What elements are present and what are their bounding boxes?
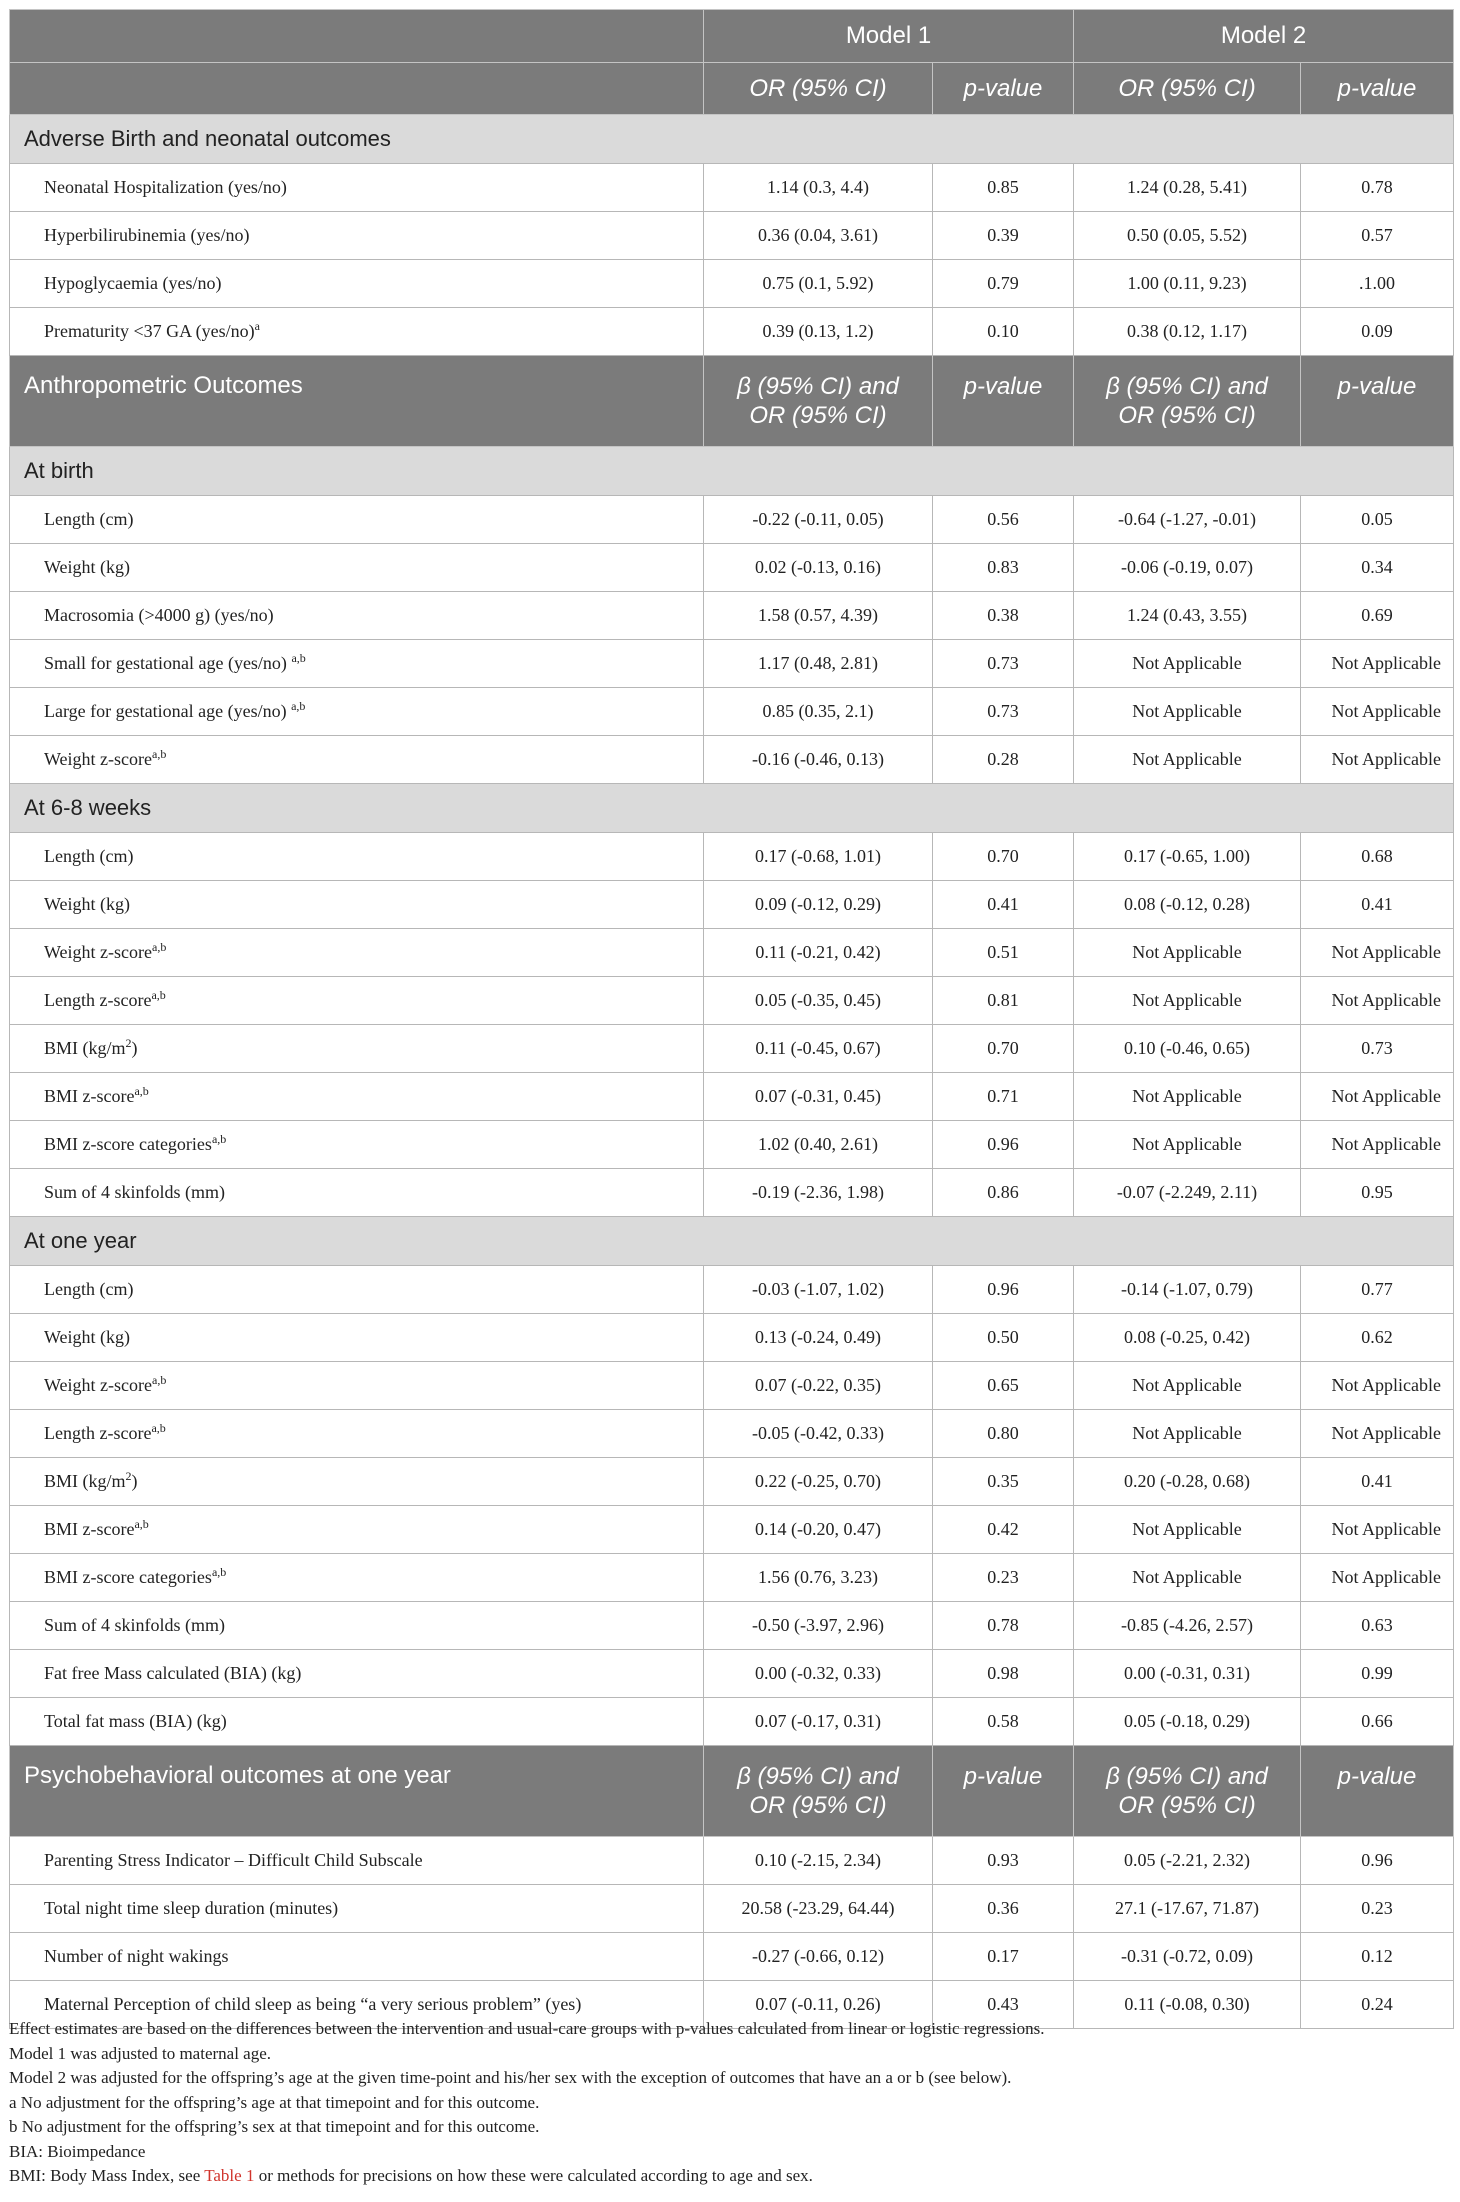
cell-m2-est: 0.08 (-0.25, 0.42)	[1074, 1314, 1301, 1362]
footnote-effect-estimates: Effect estimates are based on the differences between the intervention and usual-care groups with p-values calculated from linear or logistic regressions.	[9, 2019, 1045, 2038]
cell-m1-est: 20.58 (-23.29, 64.44)	[704, 1885, 933, 1933]
header-row-models	[10, 10, 1454, 63]
cell-m1-est: -0.50 (-3.97, 2.96)	[704, 1602, 933, 1650]
cell-m1-p: 0.81	[933, 977, 1074, 1025]
row-label-text: Sum of 4 skinfolds (mm)	[44, 1615, 226, 1635]
row-label-superscript: a,b	[152, 940, 167, 954]
cell-m2-est: -0.14 (-1.07, 0.79)	[1074, 1266, 1301, 1314]
estimate-line-2: OR (95% CI)	[1118, 402, 1256, 429]
cell-m2-p: 0.77	[1301, 1266, 1454, 1314]
table-row	[10, 1073, 1454, 1121]
row-label-superscript: a,b	[152, 747, 167, 761]
table-row	[10, 736, 1454, 784]
header-m1-p: p-value	[933, 1746, 1074, 1837]
cell-m1-est: 0.17 (-0.68, 1.01)	[704, 833, 933, 881]
row-label-text: Length z-score	[44, 990, 152, 1010]
row-label-text: Maternal Perception of child sleep as being “a very serious problem” (yes)	[44, 1994, 582, 2014]
row-label-superscript: a	[254, 319, 260, 333]
cell-m2-p: Not Applicable	[1301, 977, 1454, 1025]
row-label-text: Sum of 4 skinfolds (mm)	[44, 1182, 226, 1202]
row-label	[10, 1314, 704, 1362]
cell-m2-est: 0.10 (-0.46, 0.65)	[1074, 1025, 1301, 1073]
table-row	[10, 1506, 1454, 1554]
row-label-superscript: a,b	[211, 1565, 227, 1579]
results-table-container	[9, 9, 1453, 2029]
cell-m1-p: 0.58	[933, 1698, 1074, 1746]
cell-m2-p: Not Applicable	[1301, 1121, 1454, 1169]
cell-m1-p: 0.98	[933, 1650, 1074, 1698]
header-model2: Model 2	[1074, 10, 1454, 63]
row-label-superscript: a,b	[134, 1517, 149, 1531]
cell-m2-est: 0.08 (-0.12, 0.28)	[1074, 881, 1301, 929]
row-label	[10, 496, 704, 544]
row-label	[10, 1837, 704, 1885]
cell-m2-est: 0.00 (-0.31, 0.31)	[1074, 1650, 1301, 1698]
row-label-text: Weight z-score	[44, 942, 152, 962]
row-label-text: Length (cm)	[44, 509, 134, 529]
cell-m2-p: Not Applicable	[1301, 688, 1454, 736]
section-row-adverse	[10, 115, 1454, 164]
cell-m1-p: 0.96	[933, 1121, 1074, 1169]
row-label-text: BMI (kg/m	[44, 1471, 126, 1491]
cell-m1-p: 0.10	[933, 308, 1074, 356]
row-label-text: Weight (kg)	[44, 894, 131, 914]
table-row	[10, 833, 1454, 881]
row-label-text: Parenting Stress Indicator – Difficult Child Subscale	[44, 1850, 423, 1870]
row-label	[10, 1073, 704, 1121]
cell-m2-p: Not Applicable	[1301, 929, 1454, 977]
cell-m2-est: 1.24 (0.28, 5.41)	[1074, 164, 1301, 212]
cell-m2-est: 0.38 (0.12, 1.17)	[1074, 308, 1301, 356]
cell-m1-est: 0.07 (-0.17, 0.31)	[704, 1698, 933, 1746]
row-label-text: Total fat mass (BIA) (kg)	[44, 1711, 227, 1731]
cell-m1-p: 0.71	[933, 1073, 1074, 1121]
section-title: At birth	[10, 447, 1454, 496]
cell-m2-p: 0.73	[1301, 1025, 1454, 1073]
cell-m2-est: Not Applicable	[1074, 1410, 1301, 1458]
cell-m2-est: 0.05 (-2.21, 2.32)	[1074, 1837, 1301, 1885]
row-label-text: Length (cm)	[44, 846, 134, 866]
table-row	[10, 1885, 1454, 1933]
table-row	[10, 1266, 1454, 1314]
cell-m1-est: 1.56 (0.76, 3.23)	[704, 1554, 933, 1602]
section-title: Adverse Birth and neonatal outcomes	[10, 115, 1454, 164]
cell-m2-p: 0.68	[1301, 833, 1454, 881]
row-label	[10, 164, 704, 212]
cell-m2-est: 0.20 (-0.28, 0.68)	[1074, 1458, 1301, 1506]
table-row	[10, 929, 1454, 977]
footnote-bia: BIA: Bioimpedance	[9, 2141, 146, 2161]
cell-m1-p: 0.65	[933, 1362, 1074, 1410]
cell-m2-est: 1.00 (0.11, 9.23)	[1074, 260, 1301, 308]
cell-m2-est: 0.17 (-0.65, 1.00)	[1074, 833, 1301, 881]
row-label	[10, 1410, 704, 1458]
cell-m1-p: 0.78	[933, 1602, 1074, 1650]
section-title: Psychobehavioral outcomes at one year	[10, 1746, 704, 1837]
table-row	[10, 640, 1454, 688]
row-label-text: Number of night wakings	[44, 1946, 229, 1966]
row-label	[10, 544, 704, 592]
estimate-line-1: β (95% CI) and	[737, 1763, 899, 1790]
row-label	[10, 1885, 704, 1933]
cell-m2-est: -0.06 (-0.19, 0.07)	[1074, 544, 1301, 592]
cell-m2-p: 0.12	[1301, 1933, 1454, 1981]
row-label	[10, 1458, 704, 1506]
row-label-superscript: a,b	[211, 1132, 227, 1146]
cell-m2-p: 0.24	[1301, 1981, 1454, 2029]
row-label-text: Macrosomia (>4000 g) (yes/no)	[44, 605, 274, 625]
table-row	[10, 688, 1454, 736]
cell-m1-p: 0.93	[933, 1837, 1074, 1885]
row-label-text: Weight (kg)	[44, 1327, 131, 1347]
cell-m1-p: 0.73	[933, 640, 1074, 688]
table-row	[10, 544, 1454, 592]
cell-m2-est: Not Applicable	[1074, 1506, 1301, 1554]
cell-m1-est: 0.11 (-0.45, 0.67)	[704, 1025, 933, 1073]
row-label	[10, 929, 704, 977]
cell-m1-p: 0.79	[933, 260, 1074, 308]
cell-m1-p: 0.83	[933, 544, 1074, 592]
estimate-line-2: OR (95% CI)	[749, 402, 887, 429]
cell-m2-p: Not Applicable	[1301, 1506, 1454, 1554]
cell-m2-p: 0.62	[1301, 1314, 1454, 1362]
row-label	[10, 833, 704, 881]
cell-m1-est: 0.05 (-0.35, 0.45)	[704, 977, 933, 1025]
cell-m1-p: 0.96	[933, 1266, 1074, 1314]
estimate-line-2: OR (95% CI)	[749, 1792, 887, 1819]
row-label-suffix: )	[131, 1038, 138, 1058]
cell-m1-est: 0.14 (-0.20, 0.47)	[704, 1506, 933, 1554]
header-m2-or: OR (95% CI)	[1074, 63, 1301, 115]
footnote-model2: Model 2 was adjusted for the offspring’s age at the given time-point and his/her sex with the exception of outcomes that have an a or b (see below).	[9, 2068, 1012, 2087]
header-m2-p: p-value	[1301, 356, 1454, 447]
cell-m2-p: 0.78	[1301, 164, 1454, 212]
table-row	[10, 1602, 1454, 1650]
cell-m2-p: Not Applicable	[1301, 1362, 1454, 1410]
header-m1-p: p-value	[933, 63, 1074, 115]
table-row	[10, 1410, 1454, 1458]
header-m1-estimate	[704, 1746, 933, 1837]
row-label-text: Weight z-score	[44, 749, 152, 769]
cell-m1-est: 0.10 (-2.15, 2.34)	[704, 1837, 933, 1885]
cell-m1-p: 0.38	[933, 592, 1074, 640]
cell-m2-est: 1.24 (0.43, 3.55)	[1074, 592, 1301, 640]
cell-m2-est: 27.1 (-17.67, 71.87)	[1074, 1885, 1301, 1933]
cell-m1-est: -0.16 (-0.46, 0.13)	[704, 736, 933, 784]
cell-m1-est: 1.58 (0.57, 4.39)	[704, 592, 933, 640]
section-title: At 6-8 weeks	[10, 784, 1454, 833]
section-row-weeks	[10, 784, 1454, 833]
row-label	[10, 881, 704, 929]
cell-m2-p: 0.57	[1301, 212, 1454, 260]
section-header-psycho	[10, 1746, 1454, 1837]
row-label	[10, 212, 704, 260]
cell-m1-p: 0.43	[933, 1981, 1074, 2029]
table-row	[10, 977, 1454, 1025]
footnote-bmi: BMI: Body Mass Index, see Table 1 or methods for precisions on how these were calculated according to age and sex.	[9, 2166, 813, 2185]
row-label-text: Length (cm)	[44, 1279, 134, 1299]
table-row	[10, 164, 1454, 212]
cell-m2-p: 0.66	[1301, 1698, 1454, 1746]
cell-m1-est: -0.22 (-0.11, 0.05)	[704, 496, 933, 544]
row-label	[10, 688, 704, 736]
section-row-birth	[10, 447, 1454, 496]
cell-m2-p: Not Applicable	[1301, 736, 1454, 784]
cell-m2-p: 0.34	[1301, 544, 1454, 592]
table-row	[10, 1121, 1454, 1169]
row-label	[10, 736, 704, 784]
cell-m1-est: 0.07 (-0.11, 0.26)	[704, 1981, 933, 2029]
table-row	[10, 1650, 1454, 1698]
cell-m2-p: Not Applicable	[1301, 1073, 1454, 1121]
cell-m1-p: 0.50	[933, 1314, 1074, 1362]
row-label	[10, 260, 704, 308]
table-row	[10, 1933, 1454, 1981]
cell-m2-est: Not Applicable	[1074, 929, 1301, 977]
table-row	[10, 1025, 1454, 1073]
row-label	[10, 592, 704, 640]
row-label-superscript: a,b	[151, 988, 166, 1002]
row-label-text: BMI z-score categories	[44, 1567, 212, 1587]
header-m2-p: p-value	[1301, 1746, 1454, 1837]
row-label-text: Prematurity <37 GA (yes/no)	[44, 321, 255, 341]
header-row-columns	[10, 63, 1454, 115]
cell-m2-p: Not Applicable	[1301, 640, 1454, 688]
cell-m1-est: 0.85 (0.35, 2.1)	[704, 688, 933, 736]
header-m2-p: p-value	[1301, 63, 1454, 115]
cell-m2-p: 0.69	[1301, 592, 1454, 640]
cell-m2-est: Not Applicable	[1074, 977, 1301, 1025]
table1-link[interactable]: Table 1	[204, 2166, 255, 2185]
cell-m1-est: 0.07 (-0.31, 0.45)	[704, 1073, 933, 1121]
results-table	[9, 9, 1454, 2029]
row-label	[10, 308, 704, 356]
section-title: Anthropometric Outcomes	[10, 356, 704, 447]
row-label-text: Neonatal Hospitalization (yes/no)	[44, 177, 287, 197]
cell-m2-p: 0.23	[1301, 1885, 1454, 1933]
cell-m2-est: Not Applicable	[1074, 688, 1301, 736]
row-label-text: BMI z-score categories	[44, 1134, 212, 1154]
cell-m1-p: 0.86	[933, 1169, 1074, 1217]
row-label-superscript: a,b	[291, 651, 306, 665]
table-row	[10, 1698, 1454, 1746]
table-row	[10, 1314, 1454, 1362]
cell-m1-est: 0.75 (0.1, 5.92)	[704, 260, 933, 308]
estimate-line-1: β (95% CI) and	[1106, 373, 1268, 400]
cell-m1-p: 0.56	[933, 496, 1074, 544]
table-footnotes	[9, 2017, 1453, 2189]
cell-m1-p: 0.35	[933, 1458, 1074, 1506]
row-label	[10, 1169, 704, 1217]
cell-m2-est: 0.50 (0.05, 5.52)	[1074, 212, 1301, 260]
row-label-text: Length z-score	[44, 1423, 152, 1443]
cell-m2-p: 0.63	[1301, 1602, 1454, 1650]
cell-m2-est: -0.85 (-4.26, 2.57)	[1074, 1602, 1301, 1650]
header-m2-estimate	[1074, 356, 1301, 447]
row-label	[10, 1506, 704, 1554]
cell-m2-p: 0.95	[1301, 1169, 1454, 1217]
cell-m2-p: 0.09	[1301, 308, 1454, 356]
cell-m1-p: 0.70	[933, 1025, 1074, 1073]
row-label	[10, 1602, 704, 1650]
cell-m1-p: 0.39	[933, 212, 1074, 260]
row-label-superscript: a,b	[291, 699, 306, 713]
row-label-text: Hyperbilirubinemia (yes/no)	[44, 225, 250, 245]
row-label-superscript: 2	[125, 1469, 132, 1483]
cell-m1-est: 0.09 (-0.12, 0.29)	[704, 881, 933, 929]
row-label-text: Fat free Mass calculated (BIA) (kg)	[44, 1663, 302, 1683]
table-row	[10, 308, 1454, 356]
cell-m2-est: Not Applicable	[1074, 1121, 1301, 1169]
cell-m2-p: .1.00	[1301, 260, 1454, 308]
header-m1-or: OR (95% CI)	[704, 63, 933, 115]
cell-m1-p: 0.80	[933, 1410, 1074, 1458]
cell-m2-p: 0.99	[1301, 1650, 1454, 1698]
cell-m2-est: Not Applicable	[1074, 640, 1301, 688]
row-label-superscript: a,b	[134, 1084, 149, 1098]
cell-m1-p: 0.51	[933, 929, 1074, 977]
row-label-superscript: 2	[125, 1036, 132, 1050]
row-label	[10, 640, 704, 688]
row-label-text: Small for gestational age (yes/no)	[44, 653, 292, 673]
cell-m2-est: -0.31 (-0.72, 0.09)	[1074, 1933, 1301, 1981]
cell-m1-est: -0.03 (-1.07, 1.02)	[704, 1266, 933, 1314]
cell-m1-p: 0.85	[933, 164, 1074, 212]
cell-m2-p: 0.41	[1301, 881, 1454, 929]
row-label-text: Hypoglycaemia (yes/no)	[44, 273, 222, 293]
row-label	[10, 1025, 704, 1073]
estimate-line-1: β (95% CI) and	[1106, 1763, 1268, 1790]
row-label	[10, 1121, 704, 1169]
row-label	[10, 977, 704, 1025]
row-label-text: Large for gestational age (yes/no)	[44, 701, 292, 721]
section-title: At one year	[10, 1217, 1454, 1266]
footnote-a: a No adjustment for the offspring’s age at that timepoint and for this outcome.	[9, 2092, 540, 2112]
table-row	[10, 1837, 1454, 1885]
cell-m2-est: 0.05 (-0.18, 0.29)	[1074, 1698, 1301, 1746]
cell-m1-est: 0.22 (-0.25, 0.70)	[704, 1458, 933, 1506]
row-label-text: Total night time sleep duration (minutes)	[44, 1898, 339, 1918]
cell-m2-p: Not Applicable	[1301, 1554, 1454, 1602]
table-row	[10, 592, 1454, 640]
cell-m2-p: 0.05	[1301, 496, 1454, 544]
table-row	[10, 1169, 1454, 1217]
cell-m1-p: 0.23	[933, 1554, 1074, 1602]
row-label	[10, 1933, 704, 1981]
row-label	[10, 1362, 704, 1410]
table-row	[10, 496, 1454, 544]
footnote-model1: Model 1 was adjusted to maternal age.	[9, 2043, 272, 2063]
cell-m1-est: 1.02 (0.40, 2.61)	[704, 1121, 933, 1169]
cell-m1-est: 0.36 (0.04, 3.61)	[704, 212, 933, 260]
footnote-b: b No adjustment for the offspring’s sex at that timepoint and for this outcome.	[9, 2117, 540, 2136]
row-label-text: Weight z-score	[44, 1375, 152, 1395]
cell-m2-p: 0.96	[1301, 1837, 1454, 1885]
header-m1-p: p-value	[933, 356, 1074, 447]
cell-m2-est: Not Applicable	[1074, 736, 1301, 784]
cell-m1-est: 0.07 (-0.22, 0.35)	[704, 1362, 933, 1410]
cell-m1-p: 0.17	[933, 1933, 1074, 1981]
row-label	[10, 1554, 704, 1602]
table-row	[10, 881, 1454, 929]
cell-m1-p: 0.28	[933, 736, 1074, 784]
cell-m1-p: 0.70	[933, 833, 1074, 881]
cell-m1-est: -0.05 (-0.42, 0.33)	[704, 1410, 933, 1458]
cell-m2-est: -0.07 (-2.249, 2.11)	[1074, 1169, 1301, 1217]
cell-m2-est: Not Applicable	[1074, 1073, 1301, 1121]
row-label-text: BMI z-score	[44, 1086, 135, 1106]
cell-m1-est: 0.02 (-0.13, 0.16)	[704, 544, 933, 592]
cell-m1-p: 0.73	[933, 688, 1074, 736]
cell-m1-est: 0.39 (0.13, 1.2)	[704, 308, 933, 356]
header-m2-estimate	[1074, 1746, 1301, 1837]
row-label	[10, 1650, 704, 1698]
header-blank	[10, 63, 704, 115]
header-m1-estimate	[704, 356, 933, 447]
cell-m2-est: Not Applicable	[1074, 1362, 1301, 1410]
cell-m1-est: 0.11 (-0.21, 0.42)	[704, 929, 933, 977]
cell-m1-est: 0.00 (-0.32, 0.33)	[704, 1650, 933, 1698]
table-row	[10, 1362, 1454, 1410]
header-model1: Model 1	[704, 10, 1074, 63]
row-label-suffix: )	[131, 1471, 138, 1491]
cell-m1-p: 0.42	[933, 1506, 1074, 1554]
cell-m2-est: 0.11 (-0.08, 0.30)	[1074, 1981, 1301, 2029]
cell-m1-est: 0.13 (-0.24, 0.49)	[704, 1314, 933, 1362]
table-row	[10, 212, 1454, 260]
cell-m2-p: 0.41	[1301, 1458, 1454, 1506]
table-row	[10, 1458, 1454, 1506]
estimate-line-1: β (95% CI) and	[737, 373, 899, 400]
section-header-anthro	[10, 356, 1454, 447]
cell-m1-est: -0.27 (-0.66, 0.12)	[704, 1933, 933, 1981]
row-label-superscript: a,b	[151, 1421, 166, 1435]
row-label-text: BMI (kg/m	[44, 1038, 126, 1058]
table-row	[10, 260, 1454, 308]
row-label-superscript: a,b	[152, 1373, 167, 1387]
cell-m1-p: 0.41	[933, 881, 1074, 929]
section-row-year	[10, 1217, 1454, 1266]
row-label-text: BMI z-score	[44, 1519, 135, 1539]
header-blank	[10, 10, 704, 63]
cell-m2-p: Not Applicable	[1301, 1410, 1454, 1458]
estimate-line-2: OR (95% CI)	[1118, 1792, 1256, 1819]
cell-m2-est: Not Applicable	[1074, 1554, 1301, 1602]
table-row	[10, 1554, 1454, 1602]
cell-m2-est: -0.64 (-1.27, -0.01)	[1074, 496, 1301, 544]
cell-m1-est: 1.17 (0.48, 2.81)	[704, 640, 933, 688]
cell-m1-est: 1.14 (0.3, 4.4)	[704, 164, 933, 212]
row-label	[10, 1266, 704, 1314]
row-label	[10, 1698, 704, 1746]
cell-m1-p: 0.36	[933, 1885, 1074, 1933]
row-label-text: Weight (kg)	[44, 557, 131, 577]
cell-m1-est: -0.19 (-2.36, 1.98)	[704, 1169, 933, 1217]
